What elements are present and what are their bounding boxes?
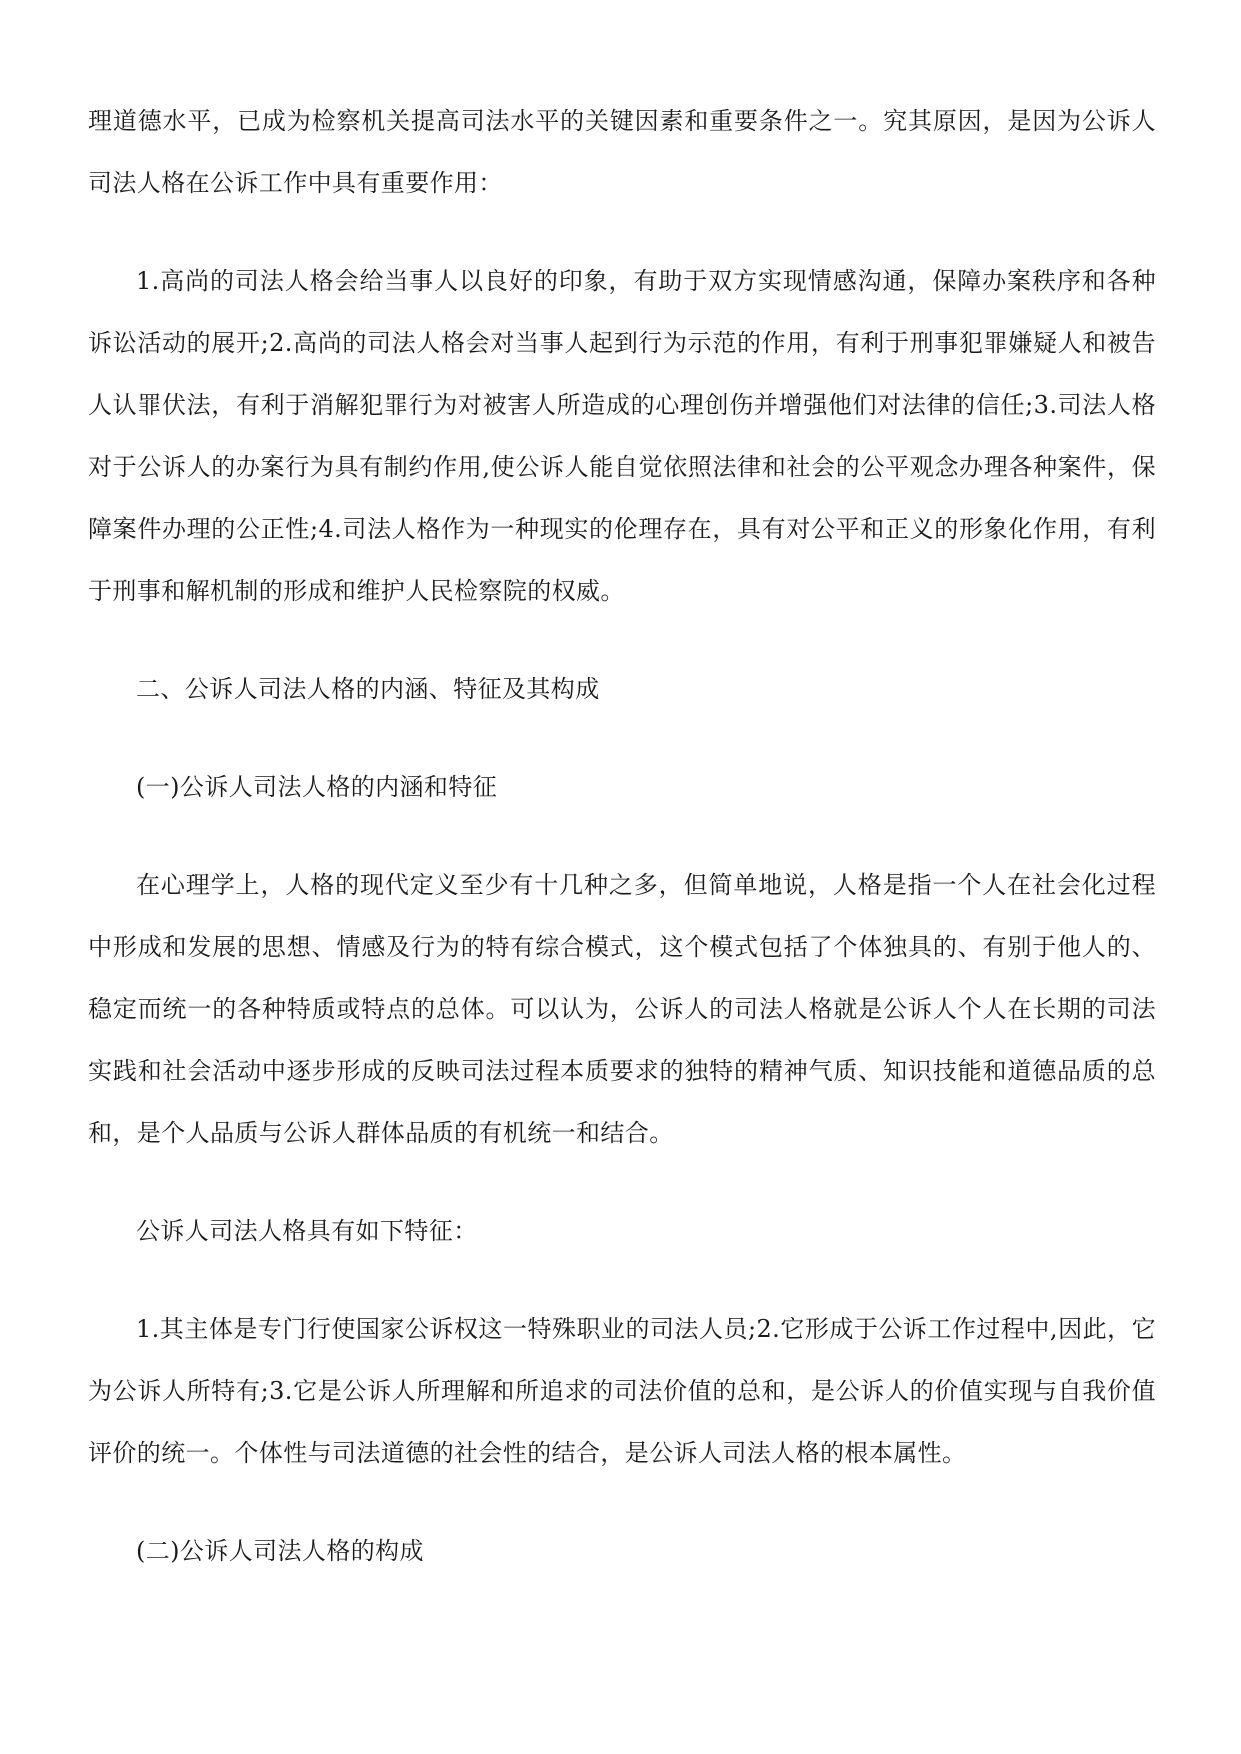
paragraph-intro-continuation: 理道德水平，已成为检察机关提高司法水平的关键因素和重要条件之一。究其原因，是因为公诉人司法人格在公诉工作中具有重要作用： (88, 107, 1156, 197)
paragraph-features-list: 1.其主体是专门行使国家公诉权这一特殊职业的司法人员;2.它形成于公诉工作过程中,因此，它为公诉人所特有;3.它是公诉人所理解和所追求的司法价值的总和，是公诉人的价值实现与自我价值评价的统一。个体性与司法道德的社会性的结合，是公诉人司法人格的根本属性。 (88, 1315, 1156, 1467)
section-heading-2: 二、公诉人司法人格的内涵、特征及其构成 (136, 675, 600, 703)
paragraph-importance-list: 1.高尚的司法人格会给当事人以良好的印象，有助于双方实现情感沟通，保障办案秩序和各种诉讼活动的展开;2.高尚的司法人格会对当事人起到行为示范的作用，有利于刑事犯罪嫌疑人和被告人认罪伏法，有利于消解犯罪行为对被害人所造成的心理创伤并增强他们对法律的信任;3.司法人格对于公诉人的办案行为具有制约作用,使公诉人能自觉依照法律和社会的公平观念办理各种案件，保障案件办理的公正性;4.司法人格作为一种现实的伦理存在，具有对公平和正义的形象化作用，有利于刑事和解机制的形成和维护人民检察院的权威。 (88, 267, 1156, 605)
paragraph-definition: 在心理学上，人格的现代定义至少有十几种之多，但简单地说，人格是指一个人在社会化过程中形成和发展的思想、情感及行为的特有综合模式，这个模式包括了个体独具的、有别于他人的、稳定而统一的各种特质或特点的总体。可以认为，公诉人的司法人格就是公诉人个人在长期的司法实践和社会活动中逐步形成的反映司法过程本质要求的独特的精神气质、知识技能和道德品质的总和，是个人品质与公诉人群体品质的有机统一和结合。 (88, 871, 1156, 1147)
subsection-heading-1: (一)公诉人司法人格的内涵和特征 (136, 773, 498, 801)
subsection-heading-2: (二)公诉人司法人格的构成 (136, 1537, 424, 1565)
document-body (88, 90, 1156, 1618)
paragraph-features-intro: 公诉人司法人格具有如下特征： (136, 1217, 478, 1245)
